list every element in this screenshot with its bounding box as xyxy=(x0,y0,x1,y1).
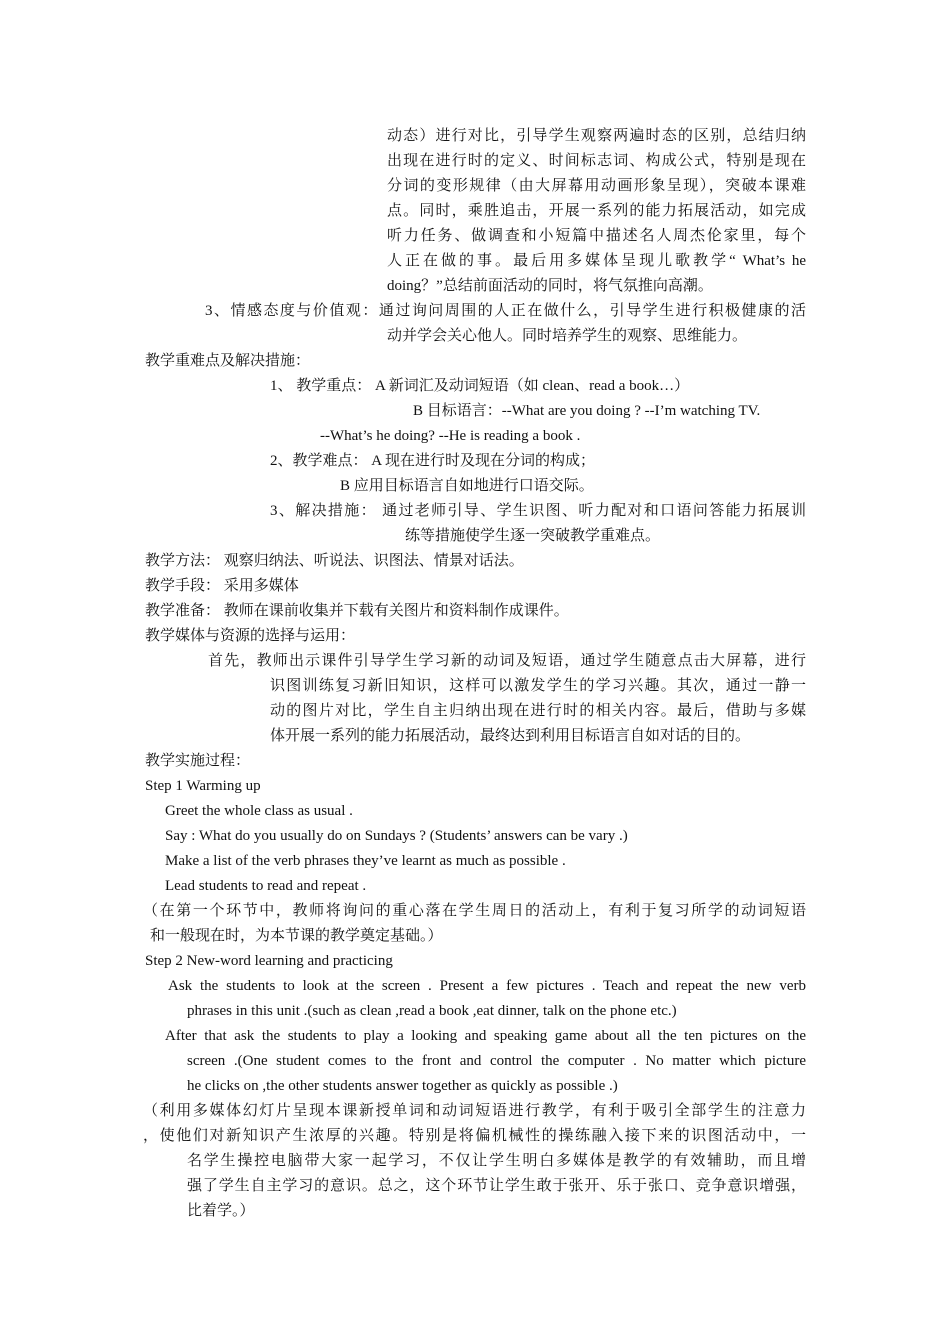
text-line: 2、教学难点： A 现在进行时及现在分词的构成； xyxy=(270,453,596,469)
step-heading: Step 1 Warming up xyxy=(145,778,261,794)
section-heading: 教学实施过程： xyxy=(145,753,251,769)
text-line: 3、解决措施： 通过老师引导、学生识图、听力配对和口语问答能力拓展训 xyxy=(270,503,806,519)
text-line: 动并学会关心他人。同时培养学生的观察、思维能力。 xyxy=(387,328,748,344)
text-line: B 目标语言：--What are you doing ? --I’m watching TV. xyxy=(413,403,761,419)
text-line: 名学生操控电脑带大家一起学习，不仅让学生明白多媒体是教学的有效辅助，而且增 xyxy=(187,1153,806,1169)
text-line: 听力任务、做调查和小短篇中描述名人周杰伦家里，每个 xyxy=(387,228,806,244)
text-line: Lead students to read and repeat . xyxy=(165,878,367,894)
text-line: 练等措施使学生逐一突破教学重难点。 xyxy=(405,528,661,544)
text-line: 比着学。） xyxy=(187,1203,255,1219)
text-line: 3、情感态度与价值观：通过询问周围的人正在做什么，引导学生进行积极健康的活 xyxy=(205,303,806,319)
text-line: 首先，教师出示课件引导学生学习新的动词及短语，通过学生随意点击大屏幕，进行 xyxy=(208,653,806,669)
text-line: 体开展一系列的能力拓展活动，最终达到利用目标语言自如对话的目的。 xyxy=(270,728,751,744)
text-line: （利用多媒体幻灯片呈现本课新授单词和动词短语进行教学，有利于吸引全部学生的注意力 xyxy=(143,1103,806,1119)
text-line: 分词的变形规律（由大屏幕用动画形象呈现），突破本课难 xyxy=(387,178,806,194)
text-line: 点。同时，乘胜追击，开展一系列的能力拓展活动，如完成 xyxy=(387,203,806,219)
text-line: 教学方法： 观察归纳法、听说法、识图法、情景对话法。 xyxy=(145,553,524,569)
text-line: B 应用目标语言自如地进行口语交际。 xyxy=(340,478,594,494)
text-line: screen .(One student comes to the front and control the computer . No matter which picture xyxy=(187,1053,806,1069)
text-line: Say : What do you usually do on Sundays ? (Students’ answers can be vary .) xyxy=(165,828,628,844)
text-line: After that ask the students to play a looking and speaking game about all the ten pictures on the xyxy=(165,1028,806,1044)
text-line: 教学手段： 采用多媒体 xyxy=(145,578,299,594)
step-heading: Step 2 New-word learning and practicing xyxy=(145,953,393,969)
section-heading: 教学媒体与资源的选择与运用： xyxy=(145,628,356,644)
text-line: 人正在做的事。最后用多媒体呈现儿歌教学“ What’s he xyxy=(387,253,806,269)
text-line: 1、 教学重点： A 新词汇及动词短语（如 clean、read a book…） xyxy=(270,378,690,394)
text-line: ，使他们对新知识产生浓厚的兴趣。特别是将偏机械性的操练融入接下来的识图活动中，一 xyxy=(143,1128,806,1144)
text-line: phrases in this unit .(such as clean ,read a book ,eat dinner, talk on the phone etc.) xyxy=(187,1003,677,1019)
text-line: 出现在进行时的定义、时间标志词、构成公式，特别是现在 xyxy=(387,153,806,169)
text-line: --What’s he doing? --He is reading a book . xyxy=(320,428,581,444)
text-line: Make a list of the verb phrases they’ve learnt as much as possible . xyxy=(165,853,566,869)
text-line: Greet the whole class as usual . xyxy=(165,803,353,819)
text-line: 和一般现在时，为本节课的教学奠定基础。） xyxy=(150,928,443,944)
text-line: 动的图片对比，学生自主归纳出现在进行时的相关内容。最后，借助与多媒 xyxy=(270,703,806,719)
text-line: 识图训练复习新旧知识，这样可以激发学生的学习兴趣。其次，通过一静一 xyxy=(270,678,806,694)
text-line: 强了学生自主学习的意识。总之，这个环节让学生敢于张开、乐于张口、竞争意识增强， xyxy=(187,1178,806,1194)
text-line: Ask the students to look at the screen . Present a few pictures . Teach and repeat the new verb xyxy=(168,978,806,994)
text-line: doing？”总结前面活动的同时，将气氛推向高潮。 xyxy=(387,278,713,294)
text-line: （在第一个环节中，教师将询问的重心落在学生周日的活动上，有利于复习所学的动词短语 xyxy=(143,903,806,919)
section-heading: 教学重难点及解决措施： xyxy=(145,353,311,369)
text-line: he clicks on ,the other students answer together as quickly as possible .) xyxy=(187,1078,618,1094)
text-line: 动态）进行对比，引导学生观察两遍时态的区别，总结归纳 xyxy=(387,128,806,144)
text-line: 教学准备： 教师在课前收集并下载有关图片和资料制作成课件。 xyxy=(145,603,569,619)
